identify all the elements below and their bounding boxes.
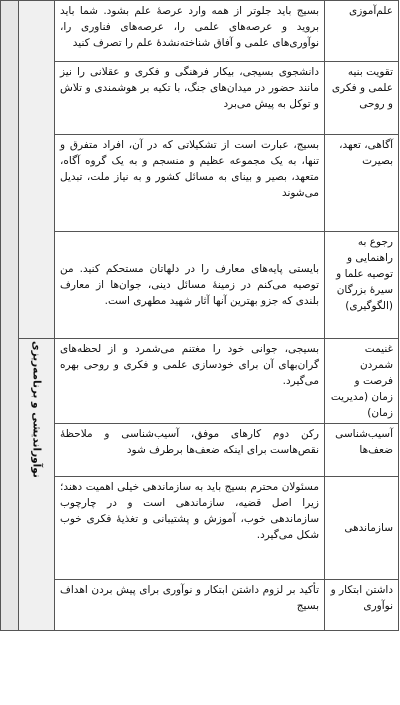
- row-title: داشتن ابتکار و نوآوری: [325, 580, 399, 631]
- table-row: [1, 1, 399, 62]
- row-description: بایستی پایه‌های معارف را در دلهاتان مستحکم کنید. من توصیه می‌کنم در زمینهٔ مسائل دینی، جوان‌ها از معارف بلندی که جزو بهترین آنها آثار شهید مطهری است.: [55, 232, 325, 339]
- row-title: رجوع به راهنمایی و توصیه علما و سیرهٔ بزرگان (الگوگیری): [325, 232, 399, 339]
- row-description: بسیج باید جلوتر از همه وارد عرصهٔ علم بشود. شما باید بروید و عرصه‌های علمی را، عرصه‌های فناوری را، نوآوری‌های علمی و آفاق شناخته‌نشدهٔ علم را تصرف کنید: [55, 1, 325, 62]
- edge-column: [1, 1, 19, 631]
- row-title: تقویت بنیه علمی و فکری و روحی: [325, 62, 399, 135]
- group-column-blank: [19, 1, 55, 339]
- table-row: [1, 424, 399, 477]
- row-title: آسیب‌شناسی ضعف‌ها: [325, 424, 399, 477]
- table-row: [1, 477, 399, 580]
- group-label: نوآوراندیشی و برنامه‌ریزی: [30, 341, 43, 478]
- table-row: [1, 62, 399, 135]
- row-description: مسئولان محترم بسیج باید به سازماندهی خیلی اهمیت دهند؛ زیرا اصل قضیه، سازماندهی است و در چارچوب سازماندهی خوب، آموزش و پشتیبانی و تغذیهٔ فکری خوب شکل می‌گیرد.: [55, 477, 325, 580]
- row-description: رکن دوم کارهای موفق، آسیب‌شناسی و ملاحظهٔ نقص‌هاست برای اینکه ضعف‌ها برطرف شود: [55, 424, 325, 477]
- table-row: [1, 232, 399, 339]
- row-description: تأکید بر لزوم داشتن ابتکار و نوآوری برای پیش بردن اهداف بسیج: [55, 580, 325, 631]
- table-row: [1, 135, 399, 232]
- group-column: [19, 339, 55, 631]
- table-row: [1, 580, 399, 631]
- row-description: بسیجی، جوانی خود را مغتنم می‌شمرد و از لحظه‌های گران‌بهای آن برای خودسازی علمی و فکری و روحی بهره می‌گیرد.: [55, 339, 325, 424]
- row-title: آگاهی، تعهد، بصیرت: [325, 135, 399, 232]
- row-description: بسیج، عبارت است از تشکیلاتی که در آن، افراد متفرق و تنها، به یک مجموعه عظیم و منسجم و به یک گروه آگاه، متعهد، بصیر و بینای به مسائل کشور و به نیاز ملت، تبدیل می‌شوند: [55, 135, 325, 232]
- row-description: دانشجوی بسیجی، بیکار فرهنگی و فکری و عقلانی را نیز مانند حضور در میدان‌های جنگ، با تکیه بر هوشمندی و تلاش و توکل به پیش می‌برد: [55, 62, 325, 135]
- row-title: سازماندهی: [325, 477, 399, 580]
- row-title: غنیمت شمردن فرصت و زمان (مدیریت زمان): [325, 339, 399, 424]
- row-title: علم‌آموزی: [325, 1, 399, 62]
- table-row: [1, 339, 399, 424]
